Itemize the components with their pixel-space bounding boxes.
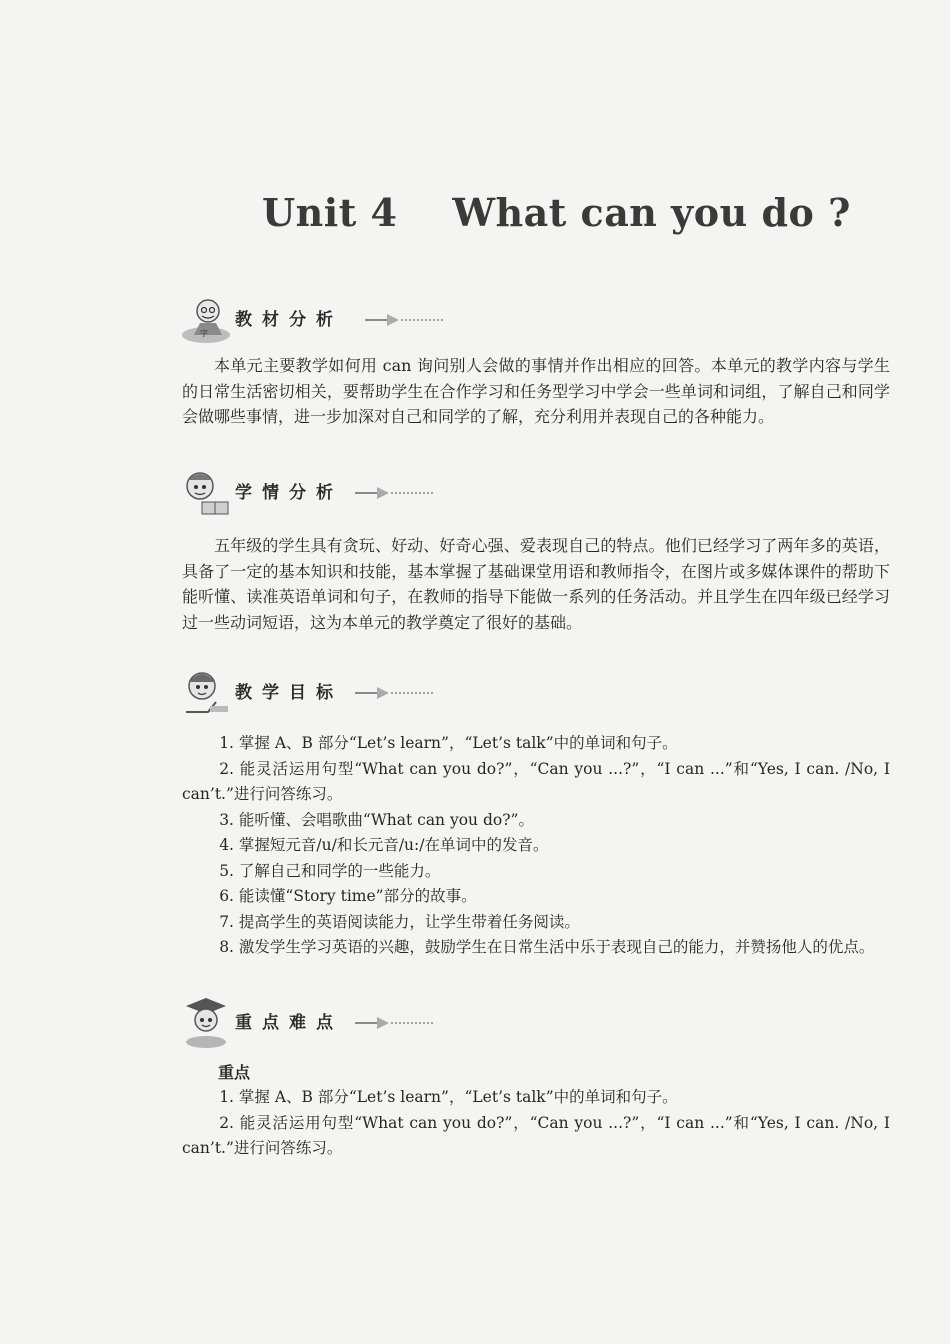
graduate-mascot-icon bbox=[180, 998, 232, 1048]
section-label-analysis: 教材分析 bbox=[235, 310, 343, 330]
list-item: 6. 能读懂“Story time”部分的故事。 bbox=[219, 887, 477, 905]
dotted-arrow-icon bbox=[355, 686, 435, 700]
list-item: 3. 能听懂、会唱歌曲“What can you do?”。 bbox=[219, 810, 534, 829]
section-header-goals bbox=[180, 668, 480, 718]
students-text: 五年级的学生具有贪玩、好动、好奇心强、爱表现自己的特点。他们已经学习了两年多的英语，具备了一定的基本知识和技能，基本掌握了基础课堂用语和教师指令，在图片或多媒体课件的帮助下能听懂、读准英语单词和句子，在教师的指导下能做一系列的任务活动。并且学生在四年级已经学习过一些动词短语，这为本单元的教学奠定了很好的基础。 bbox=[182, 536, 890, 632]
dotted-arrow-icon bbox=[355, 1016, 435, 1030]
list-item: 4. 掌握短元音/u/和长元音/u:/在单词中的发音。 bbox=[219, 836, 549, 854]
section-header-students bbox=[180, 468, 480, 518]
keypoints-list bbox=[182, 1085, 890, 1162]
list-item: 8. 激发学生学习英语的兴趣，鼓励学生在日常生活中乐于表现自己的能力，并赞扬他人的优点。 bbox=[219, 938, 875, 956]
pencil-girl-icon bbox=[180, 668, 232, 718]
list-item: 1. 掌握 A、B 部分“Let’s learn”，“Let’s talk”中的单词和句子。 bbox=[219, 734, 678, 752]
unit-title: Unit 4 What can you do ? bbox=[262, 190, 851, 235]
dotted-arrow-icon bbox=[355, 486, 435, 500]
list-item: 2. 能灵活运用句型“What can you do?”，“Can you ...?”，“I can ...”和“Yes, I can. /No, I can’t.”进行问答练习。 bbox=[182, 759, 890, 803]
section-label-students: 学情分析 bbox=[235, 483, 343, 503]
section-header-analysis bbox=[180, 295, 480, 345]
section-label-keypoints: 重点难点 bbox=[235, 1013, 343, 1033]
analysis-text: 本单元主要教学如何用 can 询问别人会做的事情并作出相应的回答。本单元的教学内容与学生的日常生活密切相关，要帮助学生在合作学习和任务型学习中学会一些单词和词组，了解自己和同学会做哪些事情，进一步加深对自己和同学的了解，充分利用并表现自己的各种能力。 bbox=[182, 356, 890, 426]
svg-text:字: 字 bbox=[200, 329, 208, 338]
list-item: 1. 掌握 A、B 部分“Let’s learn”，“Let’s talk”中的单词和句子。 bbox=[219, 1088, 678, 1106]
list-item: 7. 提高学生的英语阅读能力，让学生带着任务阅读。 bbox=[219, 912, 580, 931]
keypoints-subheading: 重点 bbox=[218, 1063, 251, 1082]
section-label-goals: 教学目标 bbox=[235, 683, 343, 703]
list-item: 2. 能灵活运用句型“What can you do?”，“Can you ...?”，“I can ...”和“Yes, I can. /No, I can’t.”进行问答练习。 bbox=[182, 1113, 890, 1157]
section-header-keypoints bbox=[180, 998, 480, 1048]
reading-boy-icon bbox=[180, 468, 232, 518]
scholar-mascot-icon bbox=[180, 295, 232, 345]
goals-list bbox=[182, 731, 890, 961]
list-item: 5. 了解自己和同学的一些能力。 bbox=[219, 861, 441, 880]
dotted-arrow-icon bbox=[365, 313, 445, 327]
